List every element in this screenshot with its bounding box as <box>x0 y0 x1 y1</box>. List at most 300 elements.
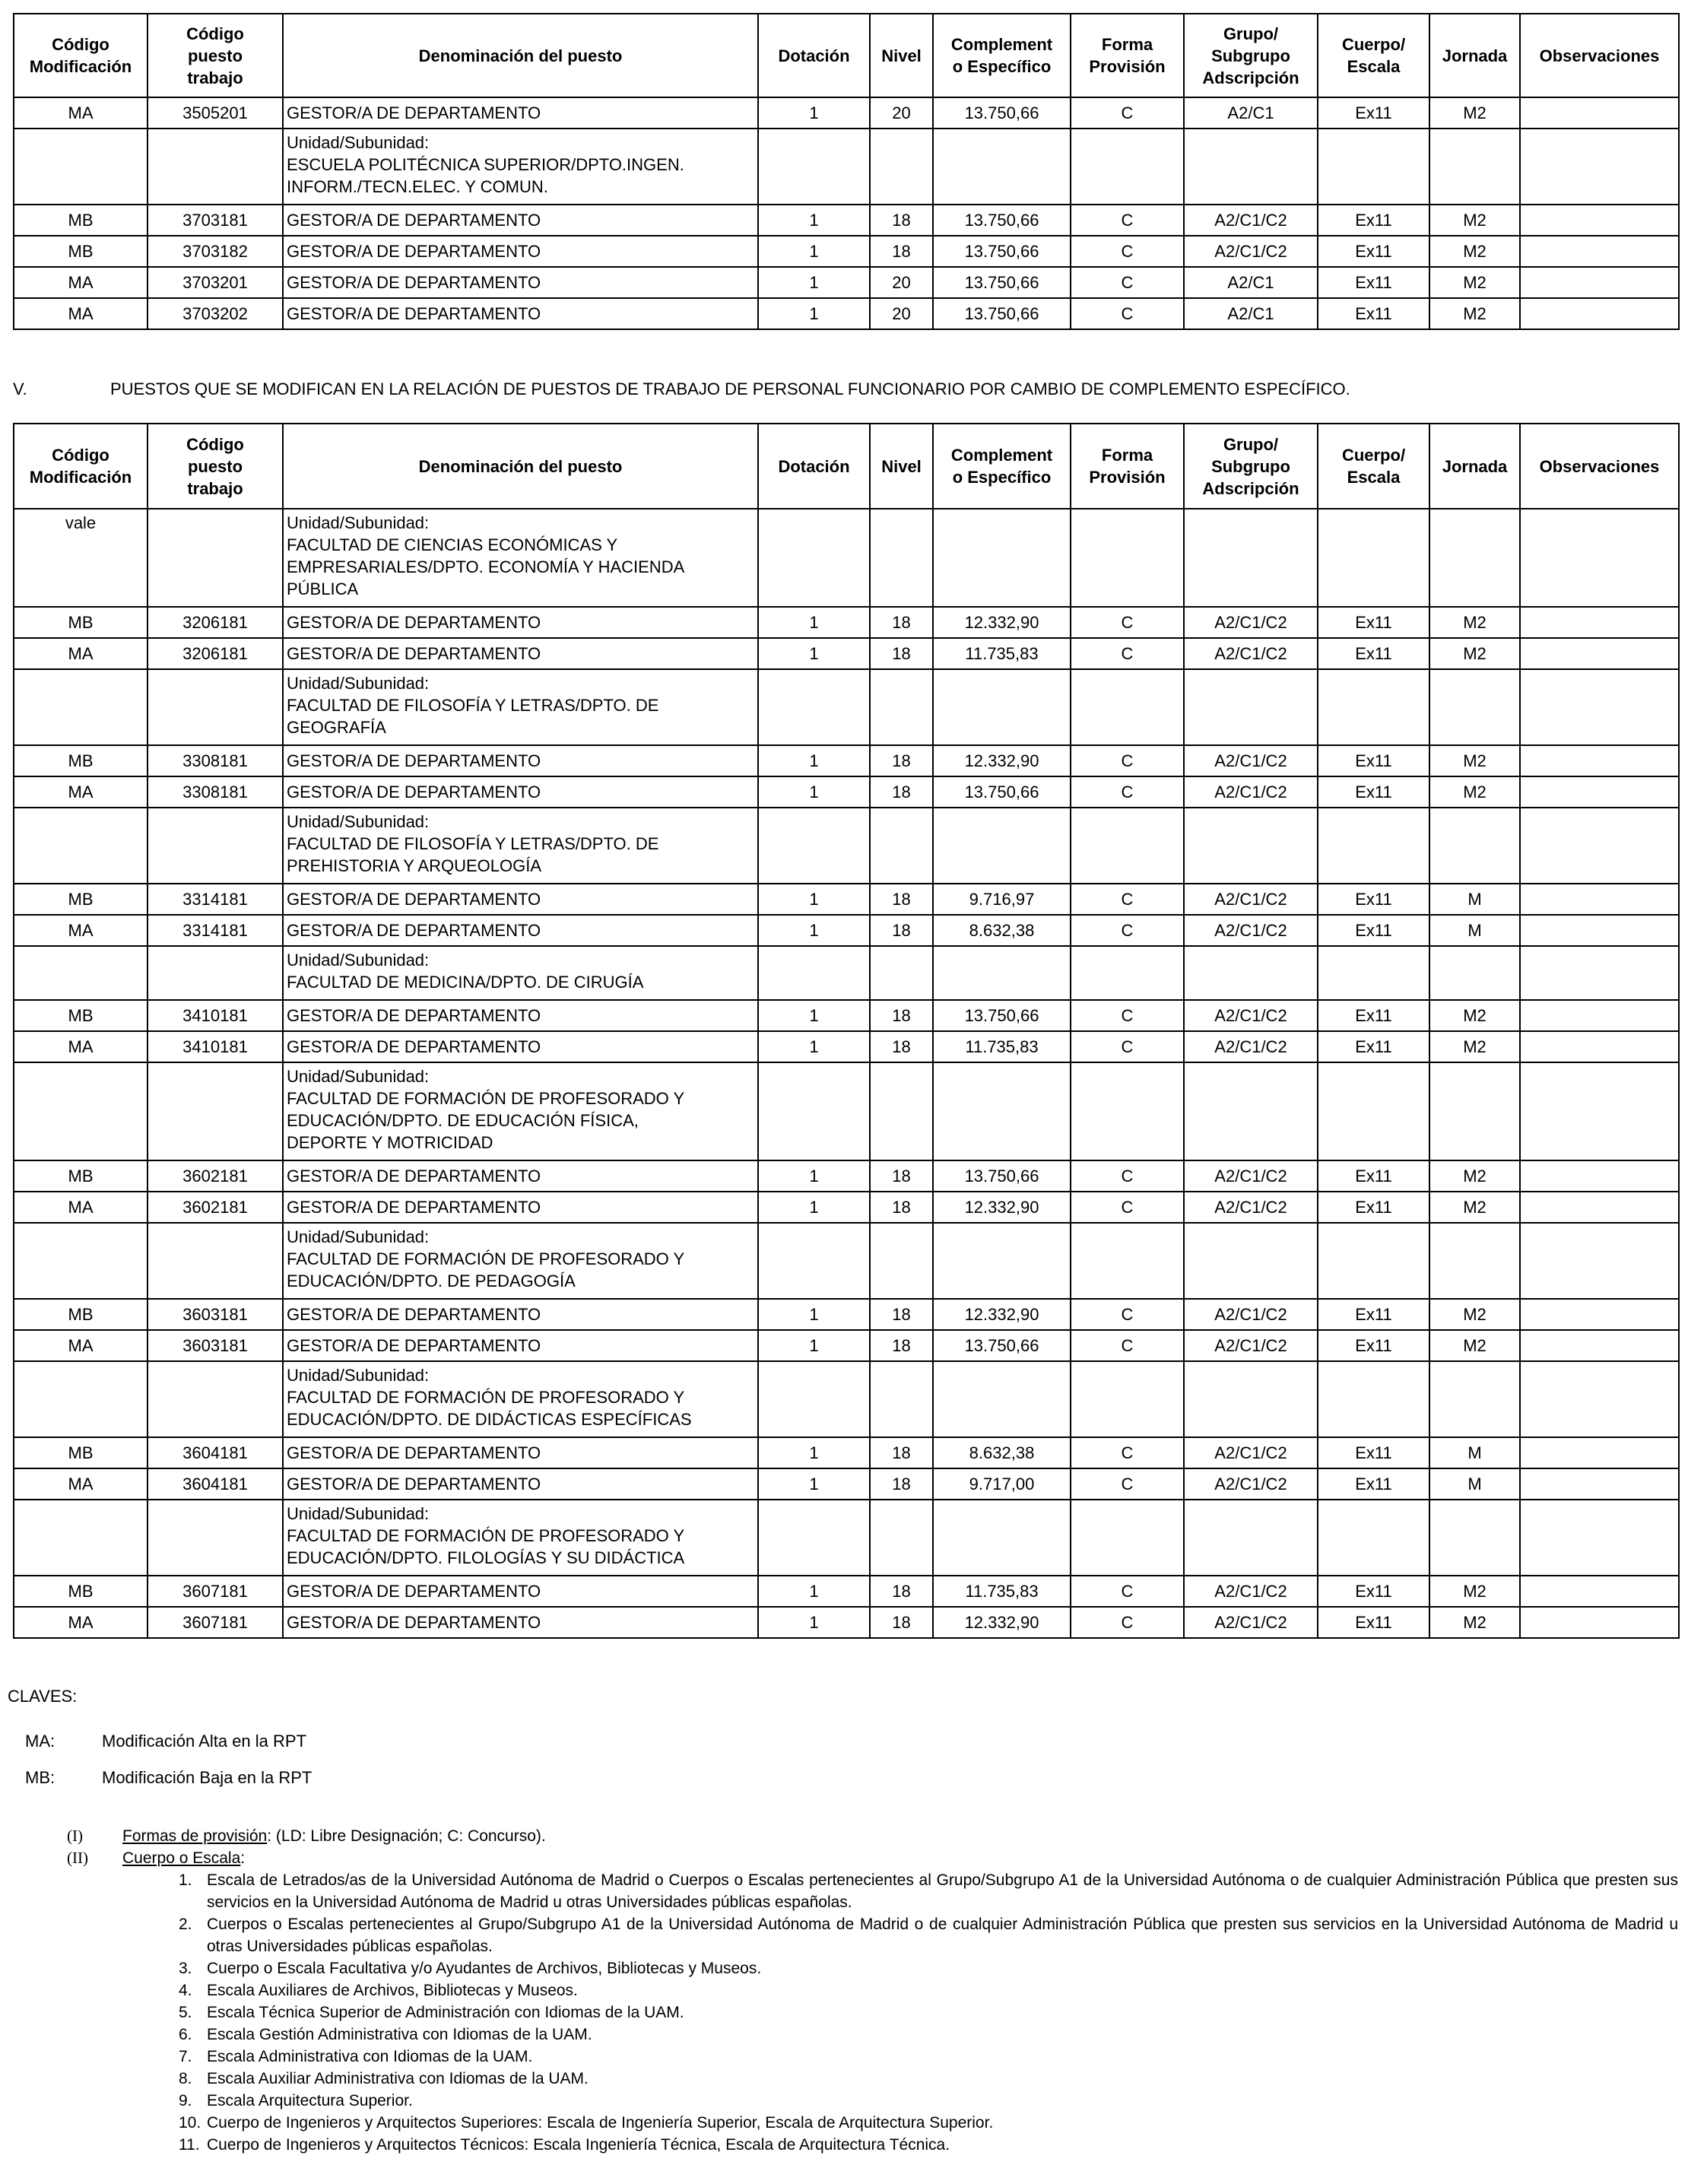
workday-cell: M2 <box>1429 1031 1520 1062</box>
position-code-cell: 3604181 <box>148 1468 283 1500</box>
workday-cell: M2 <box>1429 607 1520 638</box>
observations-cell <box>1520 1192 1679 1223</box>
column-header-line: Subgrupo <box>1211 456 1290 476</box>
position-name-cell: GESTOR/A DE DEPARTAMENTO <box>283 1160 758 1192</box>
table-row <box>14 205 1679 236</box>
position-code-cell: 3308181 <box>148 776 283 808</box>
level-cell: 18 <box>870 1576 933 1607</box>
empty-cell <box>870 946 933 1000</box>
empty-cell <box>1520 669 1679 745</box>
observations-cell <box>1520 915 1679 946</box>
level-cell: 18 <box>870 1299 933 1330</box>
table-row <box>14 884 1679 915</box>
column-header-line: Dotación <box>778 456 850 476</box>
empty-cell <box>1429 808 1520 884</box>
item-number: 8. <box>179 2070 192 2087</box>
column-header-line: Nivel <box>881 456 922 476</box>
note-text: : (LD: Libre Designación; C: Concurso). <box>267 1827 546 1845</box>
workday-cell: M2 <box>1429 1576 1520 1607</box>
column-header-line: trabajo <box>187 478 243 498</box>
position-code-cell <box>148 808 283 884</box>
modification-code-cell <box>14 129 148 205</box>
provision-form-cell: C <box>1071 776 1184 808</box>
column-header <box>1520 424 1679 509</box>
item-text: Cuerpos o Escalas pertenecientes al Grupo/Subgrupo A1 de la Universidad Autónoma de Madrid o de cualquier Administración Pública que presten sus servicios en la Universidad Autónoma de Madrid u otras Universidades públicas españolas. <box>207 1916 1678 1955</box>
unit-row <box>14 669 1679 745</box>
column-header-line: Código <box>186 24 244 43</box>
position-name-cell: GESTOR/A DE DEPARTAMENTO <box>283 298 758 329</box>
empty-cell <box>758 669 870 745</box>
workday-cell: M <box>1429 1437 1520 1468</box>
position-name-cell: GESTOR/A DE DEPARTAMENTO <box>283 1437 758 1468</box>
level-cell: 18 <box>870 1330 933 1361</box>
provision-form-cell: C <box>1071 1000 1184 1031</box>
item-number: 3. <box>179 1960 192 1977</box>
empty-cell <box>933 669 1071 745</box>
unit-line: FACULTAD DE FORMACIÓN DE PROFESORADO Y <box>287 1526 685 1545</box>
group-cell: A2/C1/C2 <box>1184 1576 1318 1607</box>
section-title-text: PUESTOS QUE SE MODIFICAN EN LA RELACIÓN DE PUESTOS DE TRABAJO DE PERSONAL FUNCIONARIO POR CAMBIO DE COMPLEMENTO ESPECÍFICO. <box>110 379 1350 398</box>
unit-line: FACULTAD DE FILOSOFÍA Y LETRAS/DPTO. DE <box>287 834 659 853</box>
corps-scale-cell: Ex11 <box>1318 1299 1429 1330</box>
level-cell: 18 <box>870 1468 933 1500</box>
item-number: 1. <box>179 1871 192 1889</box>
position-code-cell <box>148 1062 283 1160</box>
provision-form-cell: C <box>1071 915 1184 946</box>
column-header-line: Adscripción <box>1202 68 1299 87</box>
unit-line: FACULTAD DE CIENCIAS ECONÓMICAS Y <box>287 535 618 554</box>
table-row <box>14 915 1679 946</box>
specific-complement-cell: 12.332,90 <box>933 745 1071 776</box>
level-cell: 18 <box>870 638 933 669</box>
unit-name-cell <box>283 1361 758 1437</box>
allocation-cell: 1 <box>758 1607 870 1638</box>
table-row <box>14 1299 1679 1330</box>
workday-cell: M2 <box>1429 1607 1520 1638</box>
corps-scale-cell: Ex11 <box>1318 1437 1429 1468</box>
observations-cell <box>1520 267 1679 298</box>
empty-cell <box>1429 1223 1520 1299</box>
position-name-cell: GESTOR/A DE DEPARTAMENTO <box>283 205 758 236</box>
empty-cell <box>758 1223 870 1299</box>
empty-cell <box>758 808 870 884</box>
note-label: Formas de provisión <box>122 1827 268 1845</box>
position-code-cell: 3603181 <box>148 1299 283 1330</box>
list-item <box>179 1957 1678 1979</box>
column-header-line: Código <box>52 35 109 54</box>
modification-code-cell: MA <box>14 776 148 808</box>
empty-cell <box>1318 129 1429 205</box>
specific-complement-cell: 13.750,66 <box>933 1000 1071 1031</box>
column-header-line: Modificación <box>29 468 132 487</box>
allocation-cell: 1 <box>758 236 870 267</box>
column-header-line: Observaciones <box>1539 46 1660 65</box>
group-cell: A2/C1/C2 <box>1184 638 1318 669</box>
column-header <box>1429 424 1520 509</box>
group-cell: A2/C1/C2 <box>1184 1437 1318 1468</box>
unit-line: ESCUELA POLITÉCNICA SUPERIOR/DPTO.INGEN. <box>287 155 684 174</box>
list-item <box>179 2024 1678 2046</box>
empty-cell <box>1429 946 1520 1000</box>
empty-cell <box>933 808 1071 884</box>
corps-scale-cell: Ex11 <box>1318 298 1429 329</box>
provision-form-cell: C <box>1071 97 1184 129</box>
group-cell: A2/C1/C2 <box>1184 1031 1318 1062</box>
modification-code-cell: MA <box>14 915 148 946</box>
allocation-cell: 1 <box>758 915 870 946</box>
section-v-title <box>13 378 1350 400</box>
unit-name-cell <box>283 1500 758 1576</box>
column-header-line: Escala <box>1347 468 1401 487</box>
unit-line: DEPORTE Y MOTRICIDAD <box>287 1133 493 1152</box>
column-header-line: trabajo <box>187 68 243 87</box>
position-code-cell <box>148 509 283 607</box>
position-name-cell: GESTOR/A DE DEPARTAMENTO <box>283 638 758 669</box>
corps-scale-cell: Ex11 <box>1318 607 1429 638</box>
level-cell: 18 <box>870 1000 933 1031</box>
column-header-line: o Específico <box>952 468 1052 487</box>
table-row <box>14 638 1679 669</box>
empty-cell <box>1184 1500 1318 1576</box>
group-cell: A2/C1/C2 <box>1184 236 1318 267</box>
column-header-line: Provisión <box>1089 57 1166 76</box>
empty-cell <box>1071 1062 1184 1160</box>
observations-cell <box>1520 884 1679 915</box>
item-text: Escala Auxiliares de Archivos, Bibliotecas y Museos. <box>207 1982 578 1999</box>
column-header <box>1318 424 1429 509</box>
allocation-cell: 1 <box>758 638 870 669</box>
workday-cell: M <box>1429 884 1520 915</box>
item-number: 11. <box>179 2136 200 2154</box>
item-number: 5. <box>179 2004 192 2021</box>
empty-cell <box>933 1361 1071 1437</box>
column-header <box>1184 424 1318 509</box>
note-number: (I) <box>67 1827 83 1845</box>
modification-code-cell: MB <box>14 1160 148 1192</box>
provision-form-cell: C <box>1071 1437 1184 1468</box>
column-header-line: Complement <box>950 446 1053 465</box>
item-number: 10. <box>179 2114 201 2132</box>
unit-line: Unidad/Subunidad: <box>287 951 430 970</box>
allocation-cell: 1 <box>758 1160 870 1192</box>
corps-scale-cell: Ex11 <box>1318 205 1429 236</box>
table-row <box>14 298 1679 329</box>
observations-cell <box>1520 1437 1679 1468</box>
workday-cell: M2 <box>1429 298 1520 329</box>
unit-line: Unidad/Subunidad: <box>287 674 430 693</box>
level-cell: 18 <box>870 915 933 946</box>
column-header-line: Escala <box>1347 57 1401 76</box>
allocation-cell: 1 <box>758 1330 870 1361</box>
position-name-cell: GESTOR/A DE DEPARTAMENTO <box>283 776 758 808</box>
modification-code-cell <box>14 1500 148 1576</box>
empty-cell <box>1520 1500 1679 1576</box>
observations-cell <box>1520 1000 1679 1031</box>
position-code-cell: 3314181 <box>148 915 283 946</box>
unit-line: EMPRESARIALES/DPTO. ECONOMÍA Y HACIENDA <box>287 557 685 576</box>
provision-form-cell: C <box>1071 298 1184 329</box>
column-header <box>148 14 283 97</box>
unit-row <box>14 129 1679 205</box>
item-text: Escala Gestión Administrativa con Idiomas de la UAM. <box>207 2026 592 2043</box>
column-header-line: Denominación del puesto <box>418 456 623 476</box>
position-name-cell: GESTOR/A DE DEPARTAMENTO <box>283 1607 758 1638</box>
allocation-cell: 1 <box>758 97 870 129</box>
unit-name-cell <box>283 946 758 1000</box>
allocation-cell: 1 <box>758 1000 870 1031</box>
specific-complement-cell: 9.716,97 <box>933 884 1071 915</box>
note-cuerpo <box>67 1847 1678 1869</box>
table-row <box>14 1607 1679 1638</box>
group-cell: A2/C1/C2 <box>1184 1160 1318 1192</box>
item-text: Escala Arquitectura Superior. <box>207 2092 413 2109</box>
unit-line: INFORM./TECN.ELEC. Y COMUN. <box>287 177 548 196</box>
modification-code-cell: MA <box>14 1330 148 1361</box>
group-cell: A2/C1/C2 <box>1184 1468 1318 1500</box>
group-cell: A2/C1/C2 <box>1184 745 1318 776</box>
provision-form-cell: C <box>1071 1576 1184 1607</box>
unit-name-cell <box>283 669 758 745</box>
column-header <box>933 424 1071 509</box>
cuerpo-escala-list <box>67 1869 1678 2156</box>
column-header <box>148 424 283 509</box>
specific-complement-cell: 13.750,66 <box>933 236 1071 267</box>
provision-form-cell: C <box>1071 205 1184 236</box>
column-header-line: Dotación <box>778 46 850 65</box>
table-row <box>14 1031 1679 1062</box>
column-header-line: Modificación <box>29 57 132 76</box>
group-cell: A2/C1/C2 <box>1184 1000 1318 1031</box>
modification-code-cell <box>14 1223 148 1299</box>
modification-code-cell: MA <box>14 1468 148 1500</box>
position-name-cell: GESTOR/A DE DEPARTAMENTO <box>283 884 758 915</box>
empty-cell <box>1071 808 1184 884</box>
position-name-cell: GESTOR/A DE DEPARTAMENTO <box>283 236 758 267</box>
column-header <box>1318 14 1429 97</box>
provision-form-cell: C <box>1071 1192 1184 1223</box>
specific-complement-cell: 13.750,66 <box>933 1330 1071 1361</box>
observations-cell <box>1520 607 1679 638</box>
modification-code-cell <box>14 946 148 1000</box>
empty-cell <box>870 509 933 607</box>
group-cell: A2/C1/C2 <box>1184 884 1318 915</box>
modification-code-cell: MB <box>14 884 148 915</box>
position-name-cell: GESTOR/A DE DEPARTAMENTO <box>283 1000 758 1031</box>
empty-cell <box>933 1500 1071 1576</box>
empty-cell <box>1429 129 1520 205</box>
modification-code-cell: MB <box>14 745 148 776</box>
list-item <box>179 2090 1678 2112</box>
corps-scale-cell: Ex11 <box>1318 1160 1429 1192</box>
empty-cell <box>870 1223 933 1299</box>
modification-code-cell <box>14 669 148 745</box>
modification-code-cell: MA <box>14 638 148 669</box>
specific-complement-cell: 13.750,66 <box>933 298 1071 329</box>
position-code-cell: 3703181 <box>148 205 283 236</box>
empty-cell <box>758 1500 870 1576</box>
group-cell: A2/C1 <box>1184 298 1318 329</box>
group-cell: A2/C1/C2 <box>1184 1299 1318 1330</box>
position-name-cell: GESTOR/A DE DEPARTAMENTO <box>283 607 758 638</box>
workday-cell: M2 <box>1429 776 1520 808</box>
provision-form-cell: C <box>1071 1330 1184 1361</box>
column-header-line: puesto <box>187 456 243 476</box>
workday-cell: M2 <box>1429 1192 1520 1223</box>
note-label: Cuerpo o Escala <box>122 1849 241 1867</box>
unit-line: FACULTAD DE FORMACIÓN DE PROFESORADO Y <box>287 1249 685 1268</box>
empty-cell <box>870 1500 933 1576</box>
allocation-cell: 1 <box>758 745 870 776</box>
empty-cell <box>1318 946 1429 1000</box>
workday-cell: M2 <box>1429 97 1520 129</box>
workday-cell: M2 <box>1429 267 1520 298</box>
position-name-cell: GESTOR/A DE DEPARTAMENTO <box>283 1468 758 1500</box>
position-code-cell: 3602181 <box>148 1192 283 1223</box>
position-code-cell <box>148 129 283 205</box>
column-header <box>14 14 148 97</box>
level-cell: 18 <box>870 1437 933 1468</box>
unit-line: EDUCACIÓN/DPTO. DE EDUCACIÓN FÍSICA, <box>287 1111 639 1130</box>
empty-cell <box>1520 946 1679 1000</box>
modification-code-cell: MB <box>14 1000 148 1031</box>
specific-complement-cell: 11.735,83 <box>933 638 1071 669</box>
workday-cell: M2 <box>1429 1330 1520 1361</box>
modification-code-cell: MB <box>14 236 148 267</box>
observations-cell <box>1520 1031 1679 1062</box>
allocation-cell: 1 <box>758 298 870 329</box>
column-header-line: Forma <box>1101 35 1153 54</box>
table-row <box>14 1160 1679 1192</box>
unit-line: FACULTAD DE FORMACIÓN DE PROFESORADO Y <box>287 1089 685 1108</box>
list-item <box>179 1979 1678 2001</box>
column-header <box>758 14 870 97</box>
column-header-line: Grupo/ <box>1223 24 1279 43</box>
corps-scale-cell: Ex11 <box>1318 97 1429 129</box>
corps-scale-cell: Ex11 <box>1318 745 1429 776</box>
empty-cell <box>933 1062 1071 1160</box>
modification-code-cell: MB <box>14 1299 148 1330</box>
table-row <box>14 1576 1679 1607</box>
empty-cell <box>1071 946 1184 1000</box>
column-header-line: Forma <box>1101 446 1153 465</box>
provision-form-cell: C <box>1071 236 1184 267</box>
unit-line: Unidad/Subunidad: <box>287 1227 430 1246</box>
group-cell: A2/C1/C2 <box>1184 205 1318 236</box>
group-cell: A2/C1/C2 <box>1184 915 1318 946</box>
modification-code-cell: MB <box>14 607 148 638</box>
empty-cell <box>1184 129 1318 205</box>
column-header <box>870 14 933 97</box>
provision-form-cell: C <box>1071 884 1184 915</box>
group-cell: A2/C1/C2 <box>1184 607 1318 638</box>
empty-cell <box>1184 808 1318 884</box>
level-cell: 18 <box>870 776 933 808</box>
table-row <box>14 745 1679 776</box>
list-item <box>179 2068 1678 2090</box>
corps-scale-cell: Ex11 <box>1318 267 1429 298</box>
observations-cell <box>1520 205 1679 236</box>
unit-line: Unidad/Subunidad: <box>287 1504 430 1523</box>
modification-code-cell <box>14 808 148 884</box>
allocation-cell: 1 <box>758 1468 870 1500</box>
empty-cell <box>758 129 870 205</box>
table-row <box>14 1192 1679 1223</box>
column-header <box>933 14 1071 97</box>
position-code-cell: 3703182 <box>148 236 283 267</box>
group-cell: A2/C1/C2 <box>1184 776 1318 808</box>
modification-code-cell <box>14 1361 148 1437</box>
empty-cell <box>1071 1500 1184 1576</box>
level-cell: 18 <box>870 607 933 638</box>
workday-cell: M2 <box>1429 205 1520 236</box>
observations-cell <box>1520 1299 1679 1330</box>
empty-cell <box>1520 808 1679 884</box>
modification-code-cell: vale <box>14 509 148 607</box>
workday-cell: M2 <box>1429 1160 1520 1192</box>
column-header-line: Cuerpo/ <box>1341 446 1406 465</box>
corps-scale-cell: Ex11 <box>1318 1000 1429 1031</box>
provision-form-cell: C <box>1071 1607 1184 1638</box>
column-header <box>870 424 933 509</box>
unit-name-cell <box>283 808 758 884</box>
column-header-line: Observaciones <box>1539 456 1660 476</box>
modification-code-cell: MB <box>14 1576 148 1607</box>
unit-row <box>14 509 1679 607</box>
workday-cell: M2 <box>1429 745 1520 776</box>
observations-cell <box>1520 236 1679 267</box>
empty-cell <box>758 509 870 607</box>
unit-row <box>14 1062 1679 1160</box>
item-text: Cuerpo de Ingenieros y Arquitectos Técnicos: Escala Ingeniería Técnica, Escala de Arquitectura Técnica. <box>207 2136 950 2154</box>
unit-row <box>14 808 1679 884</box>
note-number: (II) <box>67 1849 88 1867</box>
column-header-line: Denominación del puesto <box>418 46 623 65</box>
allocation-cell: 1 <box>758 1437 870 1468</box>
item-number: 6. <box>179 2026 192 2043</box>
column-header <box>14 424 148 509</box>
position-code-cell <box>148 1361 283 1437</box>
allocation-cell: 1 <box>758 776 870 808</box>
workday-cell: M <box>1429 915 1520 946</box>
unit-line: GEOGRAFÍA <box>287 718 386 737</box>
empty-cell <box>870 1062 933 1160</box>
empty-cell <box>1184 669 1318 745</box>
empty-cell <box>1318 1223 1429 1299</box>
item-text: Escala Administrativa con Idiomas de la UAM. <box>207 2048 533 2065</box>
empty-cell <box>1318 1062 1429 1160</box>
corps-scale-cell: Ex11 <box>1318 884 1429 915</box>
list-item <box>179 2046 1678 2068</box>
empty-cell <box>1184 1223 1318 1299</box>
level-cell: 18 <box>870 236 933 267</box>
position-name-cell: GESTOR/A DE DEPARTAMENTO <box>283 1299 758 1330</box>
position-code-cell: 3607181 <box>148 1607 283 1638</box>
modification-code-cell: MA <box>14 97 148 129</box>
modification-code-cell: MB <box>14 1437 148 1468</box>
item-number: 7. <box>179 2048 192 2065</box>
unit-name-cell <box>283 129 758 205</box>
empty-cell <box>933 946 1071 1000</box>
position-name-cell: GESTOR/A DE DEPARTAMENTO <box>283 267 758 298</box>
empty-cell <box>1520 1062 1679 1160</box>
empty-cell <box>870 669 933 745</box>
level-cell: 20 <box>870 97 933 129</box>
table-row <box>14 267 1679 298</box>
corps-scale-cell: Ex11 <box>1318 1330 1429 1361</box>
position-code-cell: 3410181 <box>148 1000 283 1031</box>
modification-code-cell: MB <box>14 205 148 236</box>
column-header-line: Complement <box>950 35 1053 54</box>
